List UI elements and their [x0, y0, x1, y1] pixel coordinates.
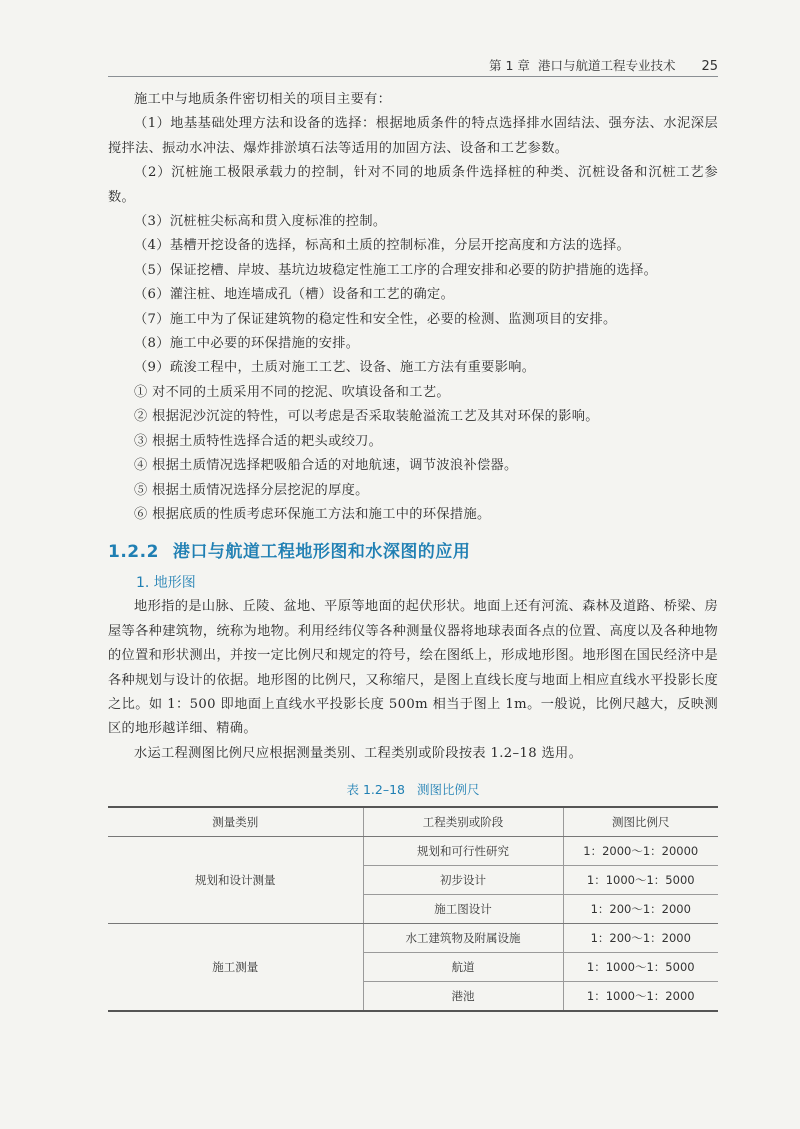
sub-list-item: ④ 根据土质情况选择耙吸船合适的对地航速，调节波浪补偿器。 — [134, 458, 518, 474]
sub-list-item: ② 根据泥沙沉淀的特性，可以考虑是否采取装舱溢流工艺及其对环保的影响。 — [134, 409, 599, 425]
list-item: （4）基槽开挖设备的选择，标高和土质的控制标准，分层开挖高度和方法的选择。 — [134, 238, 631, 254]
stage-cell: 水工建筑物及附属设施 — [363, 924, 563, 953]
scale-cell: 1：200～1：2000 — [563, 895, 718, 924]
running-header — [108, 56, 718, 74]
stage-cell: 港池 — [363, 982, 563, 1012]
body-paragraph: 水运工程测图比例尺应根据测量类别、工程类别或阶段按表 1.2–18 选用。 — [134, 745, 583, 761]
scale-cell: 1：200～1：2000 — [563, 924, 718, 953]
body-paragraph: 地形指的是山脉、丘陵、盆地、平原等地面的起伏形状。地面上还有河流、森林及道路、桥梁、房屋等各种建筑物，统称为地物。利用经纬仪等各种测量仪器将地球表面各点的位置、高度以及各种地物的位置和形状测出，并按一定比例尺和规定的符号，绘在图纸上，形成地形图。地形图在国民经济中是各种规划与设计的依据。地形图的比例尺，又称缩尺，是图上直线长度与地面上相应直线水平投影长度之比。如 1：500 即地面上直线水平投影长度 500m 相当于图上 1m。一般说，比例尺越大，反映测区的地形越详细、精确。 — [108, 599, 718, 737]
chapter-label: 第 1 章 — [489, 58, 530, 73]
table-number: 表 1.2–18 — [346, 782, 405, 798]
list-item: （9）疏浚工程中，土质对施工工艺、设备、施工方法有重要影响。 — [134, 360, 536, 376]
list-item: （2）沉桩施工极限承载力的控制，针对不同的地质条件选择桩的种类、沉桩设备和沉桩工艺参数。 — [108, 165, 718, 205]
scale-cell: 1：2000～1：20000 — [563, 837, 718, 866]
column-header: 测图比例尺 — [563, 807, 718, 837]
section-title: 港口与航道工程地形图和水深图的应用 — [172, 542, 471, 563]
table-caption — [108, 780, 718, 798]
list-item: （8）施工中必要的环保措施的安排。 — [134, 336, 360, 352]
table-title: 测图比例尺 — [417, 782, 480, 798]
scale-table — [108, 806, 718, 1012]
stage-cell: 航道 — [363, 953, 563, 982]
table-row — [108, 924, 718, 953]
section-number: 1.2.2 — [108, 542, 159, 563]
list-item: （7）施工中为了保证建筑物的稳定性和安全性，必要的检测、监测项目的安排。 — [134, 311, 617, 327]
column-header: 测量类别 — [108, 807, 363, 837]
subsection-heading: 1. 地形图 — [136, 575, 196, 592]
category-cell: 施工测量 — [108, 924, 363, 1012]
category-cell: 规划和设计测量 — [108, 837, 363, 924]
scale-cell: 1：1000～1：5000 — [563, 866, 718, 895]
header-rule — [108, 76, 718, 77]
sub-list-item: ⑥ 根据底质的性质考虑环保施工方法和施工中的环保措施。 — [134, 506, 491, 522]
intro-paragraph: 施工中与地质条件密切相关的项目主要有： — [134, 92, 392, 107]
chapter-title: 港口与航道工程专业技术 — [537, 58, 676, 73]
stage-cell: 初步设计 — [363, 866, 563, 895]
scale-cell: 1：1000～1：5000 — [563, 953, 718, 982]
page-body — [108, 88, 718, 1012]
table-row — [108, 837, 718, 866]
sub-list-item: ③ 根据土质特性选择合适的耙头或绞刀。 — [134, 433, 383, 449]
stage-cell: 施工图设计 — [363, 895, 563, 924]
page-number: 25 — [701, 59, 718, 74]
sub-list-item: ① 对不同的土质采用不同的挖泥、吹填设备和工艺。 — [134, 384, 450, 400]
sub-list-item: ⑤ 根据土质情况选择分层挖泥的厚度。 — [134, 482, 369, 498]
column-header: 工程类别或阶段 — [363, 807, 563, 837]
scale-cell: 1：1000～1：2000 — [563, 982, 718, 1012]
table-header-row — [108, 807, 718, 837]
section-heading — [108, 539, 718, 565]
list-item: （6）灌注桩、地连墙成孔（槽）设备和工艺的确定。 — [134, 287, 455, 303]
list-item: （1）地基基础处理方法和设备的选择：根据地质条件的特点选择排水固结法、强夯法、水泥深层搅拌法、振动水冲法、爆炸排淤填石法等适用的加固方法、设备和工艺参数。 — [108, 116, 718, 156]
list-item: （3）沉桩桩尖标高和贯入度标准的控制。 — [134, 214, 387, 230]
stage-cell: 规划和可行性研究 — [363, 837, 563, 866]
list-item: （5）保证挖槽、岸坡、基坑边坡稳定性施工工序的合理安排和必要的防护措施的选择。 — [134, 262, 658, 278]
